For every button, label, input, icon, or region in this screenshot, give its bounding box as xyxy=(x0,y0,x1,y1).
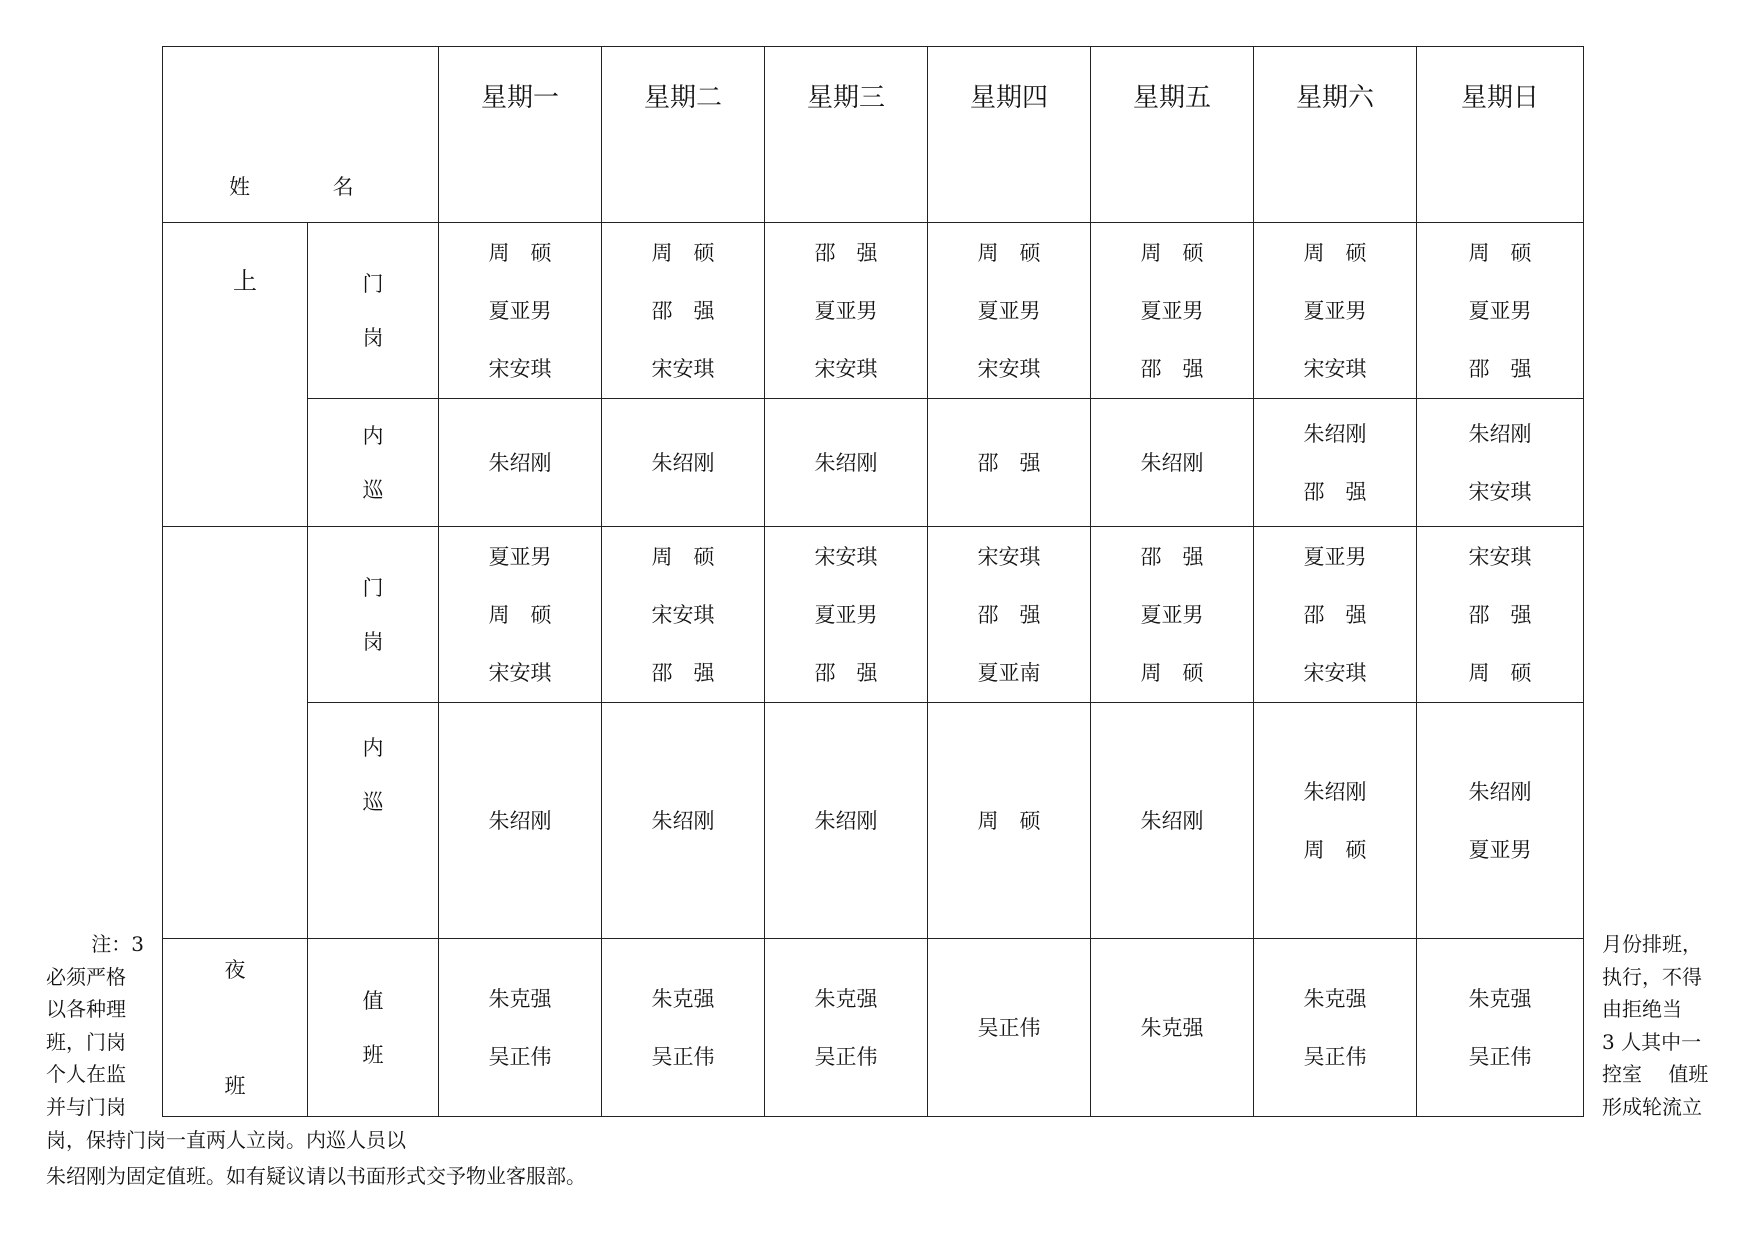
person-name: 朱克强 xyxy=(1140,1015,1204,1040)
person-name: 夏亚男 xyxy=(488,544,552,569)
person-name: 周 硕 xyxy=(1468,660,1532,685)
person-name: 朱绍刚 xyxy=(814,450,878,475)
post-label-gate xyxy=(308,527,439,703)
person-name: 宋安琪 xyxy=(1303,660,1367,685)
note-line: 个人在监 xyxy=(46,1062,126,1086)
person-name: 邵 强 xyxy=(1468,602,1532,627)
person-name: 周 硕 xyxy=(488,240,552,265)
person-name: 邵 强 xyxy=(1468,356,1532,381)
schedule-cell xyxy=(928,399,1091,527)
person-name: 宋安琪 xyxy=(814,544,878,569)
day-header: 星期日 xyxy=(1417,47,1584,223)
person-name: 吴正伟 xyxy=(1303,1044,1367,1069)
shift2-gate-row xyxy=(163,527,1584,703)
schedule-cell xyxy=(928,939,1091,1117)
schedule-cell xyxy=(1091,703,1254,939)
note-line: 必须严格 xyxy=(46,964,126,989)
person-name: 宋安琪 xyxy=(651,602,715,627)
day-header: 星期四 xyxy=(928,47,1091,223)
person-name: 吴正伟 xyxy=(651,1044,715,1069)
schedule-cell xyxy=(439,223,602,399)
post-label-duty xyxy=(308,939,439,1117)
shift2-label-cell xyxy=(163,527,308,939)
schedule-cell xyxy=(928,223,1091,399)
person-name: 周 硕 xyxy=(1303,837,1367,862)
post-label-patrol xyxy=(308,703,439,939)
person-name: 周 硕 xyxy=(1303,240,1367,265)
person-name: 朱绍刚 xyxy=(488,808,552,833)
schedule-cell xyxy=(1417,939,1584,1117)
note-line: 3 人其中一 xyxy=(1602,1029,1702,1054)
post-label-char: 巡 xyxy=(362,477,384,502)
post-label-char: 内 xyxy=(362,736,384,760)
person-name: 夏亚男 xyxy=(488,298,552,323)
schedule-cell xyxy=(602,527,765,703)
note-line: 班，门岗 xyxy=(46,1029,126,1054)
schedule-cell xyxy=(602,399,765,527)
post-label-char: 巡 xyxy=(362,790,384,814)
person-name: 宋安琪 xyxy=(977,356,1041,381)
person-name: 吴正伟 xyxy=(488,1044,552,1069)
schedule-cell xyxy=(765,223,928,399)
person-name: 邵 强 xyxy=(814,240,878,265)
person-name: 朱克强 xyxy=(488,986,552,1011)
note-line: 月份排班， xyxy=(1602,932,1702,956)
person-name: 夏亚男 xyxy=(1468,837,1532,862)
day-header: 星期一 xyxy=(439,47,602,223)
schedule-cell xyxy=(1091,939,1254,1117)
person-name: 朱绍刚 xyxy=(651,808,715,833)
person-name: 夏亚男 xyxy=(1140,298,1204,323)
schedule-cell xyxy=(439,939,602,1117)
shift1-label: 上 xyxy=(233,267,257,295)
note-line: 控室 值班 xyxy=(1602,1062,1709,1086)
schedule-cell xyxy=(1091,223,1254,399)
person-name: 宋安琪 xyxy=(1303,356,1367,381)
schedule-cell xyxy=(602,223,765,399)
person-name: 朱绍刚 xyxy=(1468,779,1532,804)
night-duty-row xyxy=(163,939,1584,1117)
schedule-cell xyxy=(1091,527,1254,703)
person-name: 宋安琪 xyxy=(488,356,552,381)
shift1-gate-row xyxy=(163,223,1584,399)
post-label-char: 值 xyxy=(362,988,384,1013)
person-name: 邵 强 xyxy=(1140,356,1204,381)
day-header: 星期三 xyxy=(765,47,928,223)
person-name: 吴正伟 xyxy=(814,1044,878,1069)
schedule-cell xyxy=(928,527,1091,703)
person-name: 邵 强 xyxy=(977,450,1041,475)
header-row xyxy=(163,47,1584,223)
person-name: 夏亚男 xyxy=(1303,298,1367,323)
note-line: 形成轮流立 xyxy=(1602,1094,1702,1119)
person-name: 夏亚南 xyxy=(977,660,1041,685)
person-name: 朱绍刚 xyxy=(1303,779,1367,804)
person-name: 吴正伟 xyxy=(977,1015,1041,1040)
schedule-cell xyxy=(1254,223,1417,399)
post-label-char: 内 xyxy=(362,423,384,448)
person-name: 朱克强 xyxy=(814,986,878,1011)
night-shift-label xyxy=(163,939,308,1117)
post-label-gate xyxy=(308,223,439,399)
person-name: 朱克强 xyxy=(1303,986,1367,1011)
person-name: 朱绍刚 xyxy=(1303,421,1367,446)
day-header: 星期六 xyxy=(1254,47,1417,223)
person-name: 周 硕 xyxy=(488,602,552,627)
post-label-char: 班 xyxy=(362,1042,384,1067)
schedule-cell xyxy=(765,527,928,703)
schedule-cell xyxy=(1417,527,1584,703)
person-name: 宋安琪 xyxy=(1468,544,1532,569)
shift1-patrol-row xyxy=(163,399,1584,527)
person-name: 夏亚男 xyxy=(1140,602,1204,627)
person-name: 宋安琪 xyxy=(977,544,1041,569)
person-name: 周 硕 xyxy=(651,240,715,265)
post-label-patrol xyxy=(308,399,439,527)
person-name: 邵 强 xyxy=(1303,602,1367,627)
person-name: 宋安琪 xyxy=(1468,479,1532,504)
note-line: 注：3 xyxy=(91,932,144,956)
shift1-label-cell xyxy=(163,223,308,527)
note-left-column xyxy=(46,928,146,1123)
person-name: 夏亚男 xyxy=(814,602,878,627)
person-name: 邵 强 xyxy=(1303,479,1367,504)
person-name: 宋安琪 xyxy=(488,660,552,685)
person-name: 周 硕 xyxy=(651,544,715,569)
name-header-label: 姓 名 xyxy=(229,175,392,199)
schedule-cell xyxy=(1417,703,1584,939)
person-name: 夏亚男 xyxy=(1303,544,1367,569)
person-name: 周 硕 xyxy=(1140,240,1204,265)
person-name: 朱绍刚 xyxy=(1140,808,1204,833)
person-name: 朱克强 xyxy=(1468,986,1532,1011)
duty-schedule-table xyxy=(162,46,1584,1117)
schedule-cell xyxy=(439,399,602,527)
person-name: 周 硕 xyxy=(1140,660,1204,685)
schedule-cell xyxy=(765,399,928,527)
post-label-char: 门 xyxy=(362,575,384,600)
note-bottom xyxy=(46,1122,586,1194)
day-header: 星期二 xyxy=(602,47,765,223)
schedule-cell xyxy=(1417,223,1584,399)
person-name: 朱绍刚 xyxy=(1468,421,1532,446)
person-name: 夏亚男 xyxy=(1468,298,1532,323)
person-name: 吴正伟 xyxy=(1468,1044,1532,1069)
person-name: 朱绍刚 xyxy=(651,450,715,475)
note-line: 并与门岗 xyxy=(46,1094,126,1119)
schedule-cell xyxy=(439,527,602,703)
night-label-char: 班 xyxy=(224,1073,246,1098)
note-line: 岗，保持门岗一直两人立岗。内巡人员以 xyxy=(46,1128,406,1152)
schedule-cell xyxy=(1417,399,1584,527)
person-name: 邵 强 xyxy=(651,660,715,685)
person-name: 周 硕 xyxy=(977,808,1041,833)
person-name: 邵 强 xyxy=(1140,544,1204,569)
note-line: 由拒绝当 xyxy=(1602,997,1682,1021)
person-name: 夏亚男 xyxy=(814,298,878,323)
night-label-char: 夜 xyxy=(224,957,246,982)
schedule-cell xyxy=(1254,399,1417,527)
schedule-cell xyxy=(1254,703,1417,939)
person-name: 周 硕 xyxy=(1468,240,1532,265)
note-line: 执行，不得 xyxy=(1602,964,1702,989)
person-name: 周 硕 xyxy=(977,240,1041,265)
schedule-cell xyxy=(602,939,765,1117)
person-name: 邵 强 xyxy=(977,602,1041,627)
note-line: 以各种理 xyxy=(46,997,126,1021)
schedule-cell xyxy=(928,703,1091,939)
shift2-patrol-row xyxy=(163,703,1584,939)
person-name: 宋安琪 xyxy=(651,356,715,381)
person-name: 邵 强 xyxy=(651,298,715,323)
person-name: 朱克强 xyxy=(651,986,715,1011)
person-name: 邵 强 xyxy=(814,660,878,685)
schedule-cell xyxy=(1091,399,1254,527)
post-label-char: 岗 xyxy=(362,629,384,654)
person-name: 夏亚男 xyxy=(977,298,1041,323)
day-header: 星期五 xyxy=(1091,47,1254,223)
schedule-cell xyxy=(602,703,765,939)
schedule-cell xyxy=(1254,527,1417,703)
person-name: 朱绍刚 xyxy=(1140,450,1204,475)
person-name: 朱绍刚 xyxy=(814,808,878,833)
schedule-cell xyxy=(765,703,928,939)
post-label-char: 门 xyxy=(362,271,384,296)
name-header-cell xyxy=(163,47,439,223)
person-name: 朱绍刚 xyxy=(488,450,552,475)
post-label-char: 岗 xyxy=(362,325,384,350)
schedule-cell xyxy=(765,939,928,1117)
schedule-cell xyxy=(1254,939,1417,1117)
note-right-column xyxy=(1602,928,1732,1123)
note-line: 朱绍刚为固定值班。如有疑议请以书面形式交予物业客服部。 xyxy=(46,1164,586,1188)
schedule-cell xyxy=(439,703,602,939)
person-name: 宋安琪 xyxy=(814,356,878,381)
